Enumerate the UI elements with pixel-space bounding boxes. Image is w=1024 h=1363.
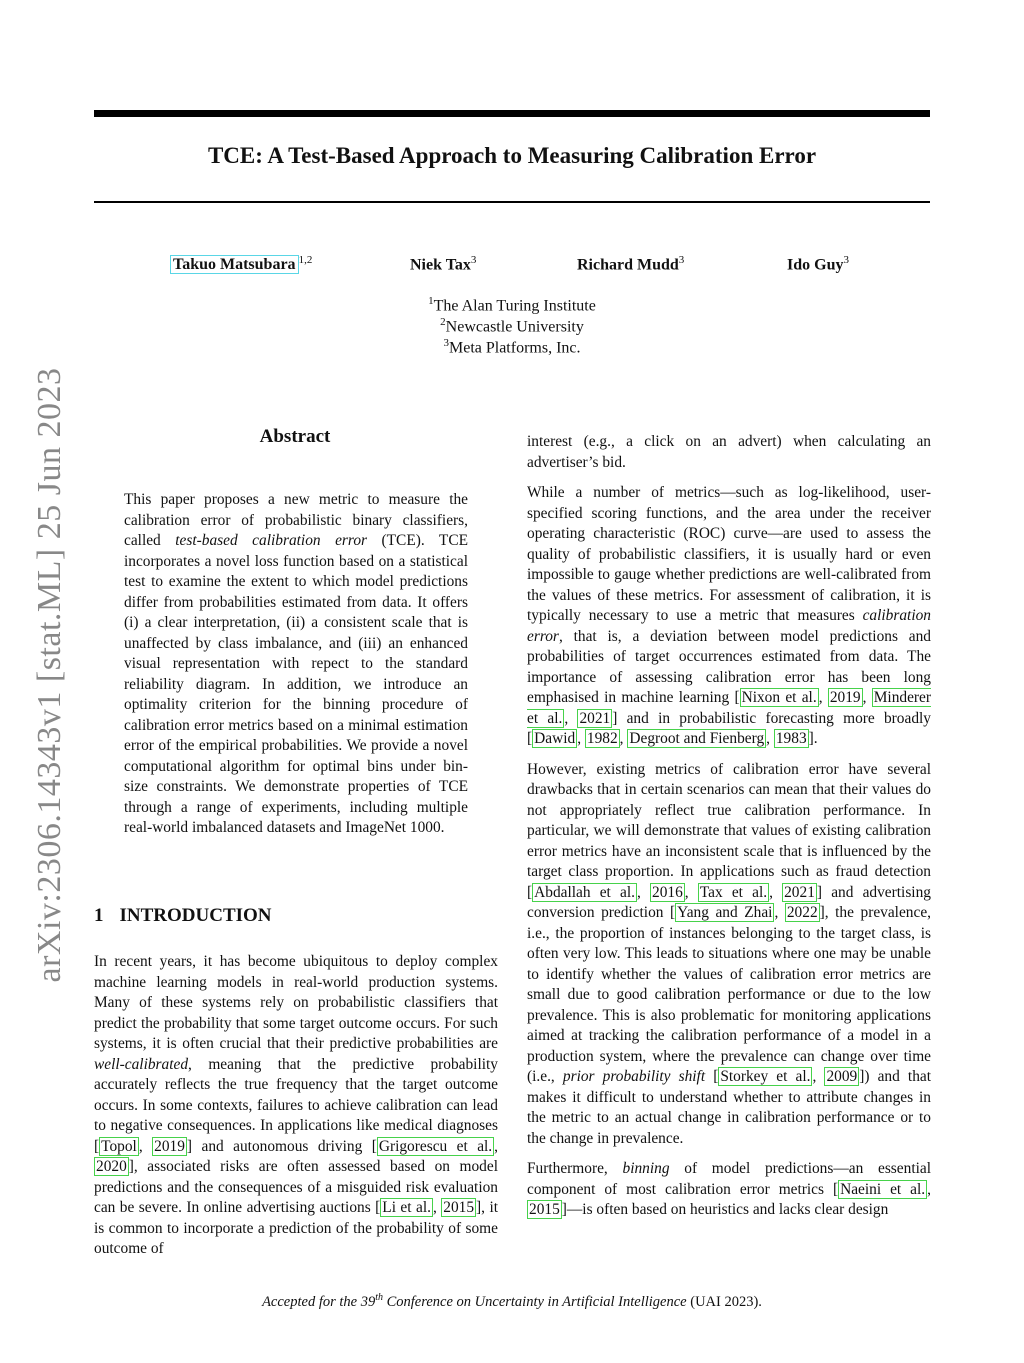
citation-link[interactable]: Degroot and Fienberg bbox=[629, 730, 765, 747]
affil-marker: 1 bbox=[428, 295, 434, 307]
title-rule bbox=[94, 201, 930, 203]
citation-link[interactable]: Naeini et al. bbox=[840, 1180, 926, 1198]
citation-year-link[interactable]: 2021 bbox=[579, 709, 611, 727]
author-name: Richard Mudd bbox=[577, 256, 679, 274]
arxiv-stamp-area bbox=[30, 365, 70, 985]
emphasis: calibration error bbox=[527, 607, 931, 645]
citation-year-link[interactable]: 2015 bbox=[529, 1201, 560, 1218]
citation-link[interactable]: Yang and Zhai bbox=[677, 904, 773, 921]
footer-superscript: th bbox=[375, 1292, 383, 1303]
paper-title: TCE: A Test-Based Approach to Measuring Calibration Error bbox=[207, 143, 817, 168]
citation-year-link[interactable]: 2016 bbox=[652, 883, 683, 901]
citation-year-link[interactable]: 2019 bbox=[154, 1137, 185, 1155]
citation-link[interactable]: Nixon et al. bbox=[741, 689, 817, 706]
citation-year-link[interactable]: 2020 bbox=[96, 1158, 127, 1175]
author-name: Ido Guy bbox=[787, 256, 844, 274]
citation-link[interactable]: Abdallah et al. bbox=[534, 883, 635, 901]
citation-link[interactable]: Topol bbox=[101, 1137, 137, 1155]
abstract-text: This paper proposes a new metric to measure the calibration error of probabilistic binary classifiers, called test-based calibration error (TCE). TCE incorporates a novel loss function based on a statistical test to examine the extent to which model predictions differ from probabilities estimated from data. It offers (i) a clear interpretation, (ii) a consistent scale that is unaffected by class imbalance, and (iii) an enhanced visual representation with repect to the standard reliability diagram. In addition, we introduce an optimality criterion for the binning procedure of calibration error metrics based on a minimal estimation error of the empirical probabilities. We provide a novel computational algorithm for optimal bins under bin-size constraints. We demonstrate properties of TCE through a range of experiments, including multiple real-world imbalanced datasets and ImageNet 1000. bbox=[124, 491, 468, 836]
arxiv-identifier: arXiv:2306.14343v1 [stat.ML] 25 Jun 2023 bbox=[31, 367, 68, 983]
affiliation-2 bbox=[0, 316, 1024, 336]
paragraph: While a number of metrics—such as log-likelihood, user-specified scoring functions, and the area under the receiver operating characteristic (ROC) curve—are used to assess the quality of probabilistic classifiers, it is usually hard or even impossible to gauge whether predictions are well-calibrated from the values of these metrics. For assessment of calibration, it is typically necessary to use a metric that measures calibration error, that is, a deviation between model predictions and probabilities of target occurrences estimated from data. The importance of assessing calibration error has been long emphasised in machine learning [ Nixon et al. , 2019 , Minderer et al. , 2021 ] and in probabilistic forecasting more broadly [ Dawid , 1982 , Degroot and Fienberg , 1983 ]. bbox=[527, 484, 932, 747]
author-affil-marker: 1,2 bbox=[298, 254, 313, 266]
intro-right-column bbox=[527, 432, 931, 1231]
citation-link[interactable]: Tax et al. bbox=[699, 883, 768, 901]
author-3 bbox=[577, 254, 684, 274]
citation-link[interactable]: Dawid bbox=[534, 730, 576, 747]
citation-year-link[interactable]: 2015 bbox=[443, 1199, 475, 1216]
affil-name: The Alan Turing Institute bbox=[433, 297, 596, 315]
emphasis: binning bbox=[622, 1160, 670, 1177]
citation-year-link[interactable]: 2022 bbox=[786, 904, 818, 921]
affiliation-3 bbox=[0, 337, 1024, 357]
paragraph: interest (e.g., a click on an advert) when calculating an advertiser’s bid. bbox=[527, 433, 931, 471]
citation-year-link[interactable]: 2009 bbox=[826, 1068, 858, 1085]
paragraph: However, existing metrics of calibration error have several drawbacks that in certain scenarios can mean that their values do not appropriately reflect true calibration performance. In particular, we will demonstrate that values of existing calibration error metrics have an inconsistent scale that is influenced by the target class proportion. In applications such as fraud detection [ Abdallah et al. , 2016 , Tax et al. , 2021 ] and advertising conversion prediction [ Yang and Zhai , 2022 ], the prevalence, i.e., the proportion of instances belonging to the target class, is often very low. This leads to situations where one may be unable to identify whether the values of calibration error metrics are small due to good calibration performance or due to the low prevalence. This is also problematic for monitoring applications aimed at tracking the calibration performance of a model in a production system, where the prevalence can change over time (i.e., prior probability shift [ Storkey et al. , 2009 ]) and that makes it difficult to understand whether to attribute changes in the metric to an actual change in calibration performance or to the change in prevalence. bbox=[527, 760, 931, 1147]
emphasis: well-calibrated bbox=[94, 1055, 189, 1073]
section-title: INTRODUCTION bbox=[119, 905, 272, 926]
author-name: Niek Tax bbox=[410, 256, 471, 274]
abstract-term: test-based calibration error bbox=[175, 532, 368, 549]
affiliation-1 bbox=[0, 295, 1024, 315]
affil-name: Meta Platforms, Inc. bbox=[448, 339, 581, 357]
author-2 bbox=[410, 254, 476, 274]
citation-link[interactable]: Grigorescu et al. bbox=[378, 1137, 493, 1155]
author-1[interactable] bbox=[170, 254, 312, 274]
paragraph: Furthermore, binning of model predictions—an essential component of most calibration error metrics [ Naeini et al. , 2015 ]—is often based on heuristics and lacks clear design bbox=[527, 1160, 931, 1218]
author-affil-marker: 3 bbox=[843, 254, 849, 266]
author-affil-marker: 3 bbox=[470, 254, 477, 266]
intro-left-paragraph: In recent years, it has become ubiquitous to deploy complex machine learning models in real-world production systems. Many of these systems rely on probabilistic classifiers that predict the probability that some target outcome occurs. For such systems, it is often crucial that their predictive probabilities are well-calibrated, meaning that the predictive probability accurately reflects the true frequency that the target outcome occurs. In some contexts, failures to achieve calibration can lead to negative consequences. In applications like medical diagnoses [ Topol , 2019 ] and autonomous driving [ Grigorescu et al. , 2020 ], associated risks are often assessed based on model predictions and the consequences of a misguided risk evaluation can be severe. In online advertising auctions [ Li et al. , 2015 ], it is common to incorporate a prediction of the probability of some outcome of bbox=[94, 953, 499, 1257]
affil-name: Newcastle University bbox=[445, 318, 584, 336]
author-affil-marker: 3 bbox=[678, 254, 685, 266]
affil-marker: 2 bbox=[440, 316, 446, 328]
citation-year-link[interactable]: 2019 bbox=[829, 689, 861, 706]
citation-year-link[interactable]: 1983 bbox=[775, 730, 807, 747]
citation-link[interactable]: Li et al. bbox=[382, 1199, 431, 1216]
citation-year-link[interactable]: 2021 bbox=[784, 883, 815, 901]
citation-link[interactable]: Storkey et al. bbox=[720, 1068, 811, 1085]
citation-year-link[interactable]: 1982 bbox=[586, 730, 618, 747]
top-rule bbox=[94, 110, 930, 117]
footer-note: Accepted for the 39th Conference on Uncertainty in Artificial Intelligence (UAI 2023). bbox=[262, 1292, 762, 1310]
section-number: 1 bbox=[94, 905, 104, 926]
abstract-heading: Abstract bbox=[259, 426, 331, 447]
author-link[interactable]: Takuo Matsubara bbox=[170, 255, 299, 274]
author-4 bbox=[787, 254, 849, 274]
section-heading bbox=[94, 905, 272, 927]
affil-marker: 3 bbox=[443, 337, 449, 349]
emphasis: prior probability shift bbox=[562, 1068, 706, 1085]
citation-link[interactable]: Minderer et al. bbox=[527, 689, 932, 727]
